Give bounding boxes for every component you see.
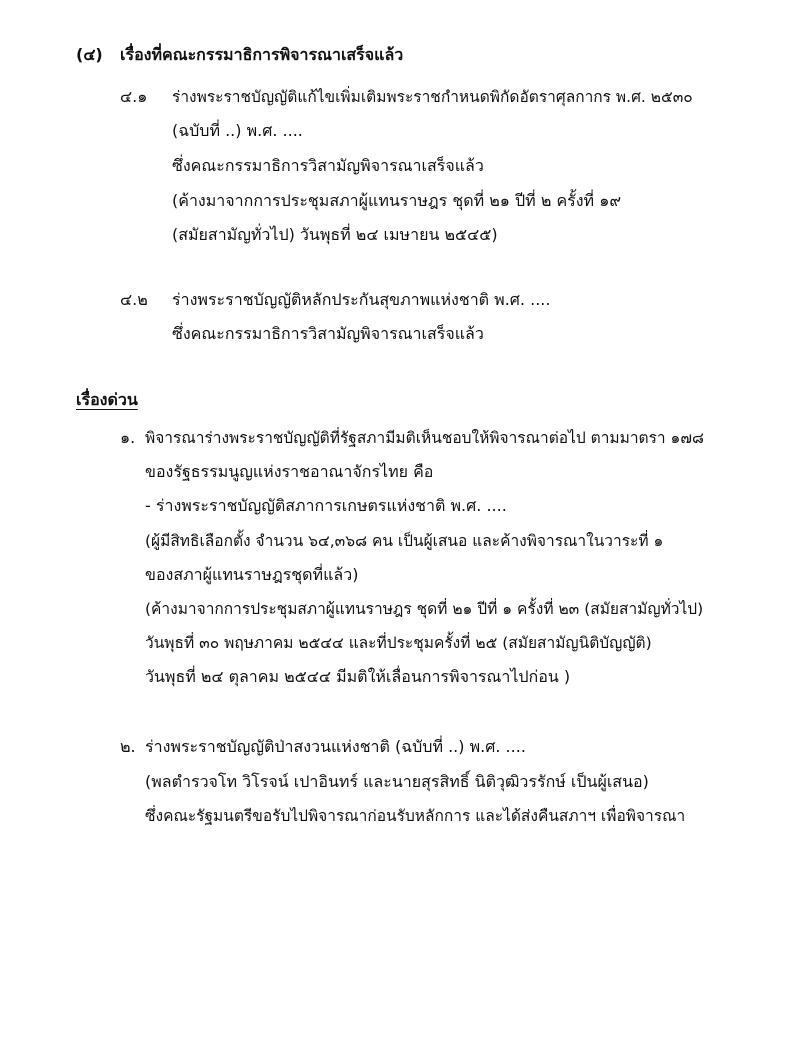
- item-4-2-line: ร่างพระราชบัญญัติหลักประกันสุขภาพแห่งชาติ พ.ศ. ....: [172, 290, 551, 309]
- urgent-item-1-line: ของสภาผู้แทนราษฎรชุดที่แล้ว): [145, 565, 359, 584]
- item-4-1-line: (ฉบับที่ ..) พ.ศ. ....: [172, 121, 303, 140]
- item-4-2-number: ๔.๒: [120, 290, 148, 309]
- urgent-item-1-line: วันพุธที่ ๓๐ พฤษภาคม ๒๕๔๔ และที่ประชุมครั้งที่ ๒๕ (สมัยสามัญนิติบัญญัติ): [145, 634, 652, 652]
- section-4-heading: เรื่องที่คณะกรรมาธิการพิจารณาเสร็จแล้ว: [120, 45, 404, 64]
- urgent-item-1-line: พิจารณาร่างพระราชบัญญัติที่รัฐสภามีมติเห็นชอบให้พิจารณาต่อไป ตามมาตรา ๑๗๘: [145, 429, 705, 447]
- item-4-2-line: ซึ่งคณะกรรมาธิการวิสามัญพิจารณาเสร็จแล้ว: [172, 324, 484, 343]
- section-4-number: (๔): [76, 45, 103, 64]
- urgent-heading: เรื่องด่วน: [76, 390, 138, 409]
- item-4-1-line: ซึ่งคณะกรรมาธิการวิสามัญพิจารณาเสร็จแล้ว: [172, 156, 484, 175]
- urgent-item-1-line: วันพุธที่ ๒๔ ตุลาคม ๒๕๔๔ มีมติให้เลื่อนการพิจารณาไปก่อน ): [145, 667, 571, 686]
- urgent-item-1-line: ของรัฐธรรมนูญแห่งราชอาณาจักรไทย คือ: [145, 462, 434, 481]
- item-4-1-line: ร่างพระราชบัญญัติแก้ไขเพิ่มเติมพระราชกำหนดพิกัดอัตราศุลกากร พ.ศ. ๒๕๓๐: [172, 88, 693, 106]
- urgent-item-2-number: ๒.: [120, 737, 136, 756]
- urgent-item-2-line: ร่างพระราชบัญญัติป่าสงวนแห่งชาติ (ฉบับที่ ..) พ.ศ. ....: [145, 737, 526, 756]
- urgent-item-1-number: ๑.: [120, 428, 136, 447]
- urgent-item-1-line: (ค้างมาจากการประชุมสภาผู้แทนราษฎร ชุดที่ ๒๑ ปีที่ ๑ ครั้งที่ ๒๓ (สมัยสามัญทั่วไป): [145, 600, 704, 618]
- urgent-item-2-line: (พลตำรวจโท วิโรจน์ เปาอินทร์ และนายสุรสิทธิ์ นิติวุฒิวรรักษ์ เป็นผู้เสนอ): [145, 772, 649, 791]
- urgent-item-1-line: - ร่างพระราชบัญญัติสภาการเกษตรแห่งชาติ พ.ศ. ....: [145, 496, 507, 515]
- urgent-item-2-line: ซึ่งคณะรัฐมนตรีขอรับไปพิจารณาก่อนรับหลักการ และได้ส่งคืนสภาฯ เพื่อพิจารณา: [145, 807, 686, 825]
- item-4-1-line: (ค้างมาจากการประชุมสภาผู้แทนราษฎร ชุดที่ ๒๑ ปีที่ ๒ ครั้งที่ ๑๙: [172, 191, 622, 210]
- item-4-1-line: (สมัยสามัญทั่วไป) วันพุธที่ ๒๔ เมษายน ๒๕๔๕): [172, 225, 498, 244]
- item-4-1-number: ๔.๑: [120, 87, 148, 106]
- urgent-item-1-line: (ผู้มีสิทธิเลือกตั้ง จำนวน ๖๔,๓๖๘ คน เป็นผู้เสนอ และค้างพิจารณาในวาระที่ ๑: [145, 532, 664, 550]
